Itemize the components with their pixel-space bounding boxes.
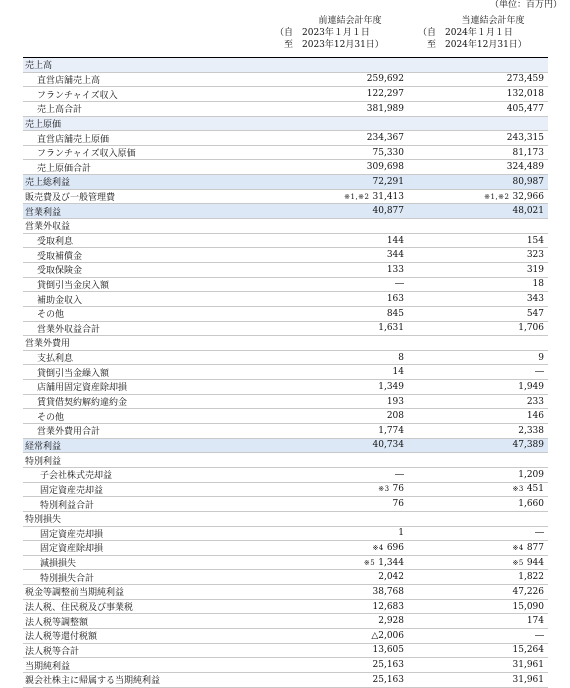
- amount: 15,264: [512, 645, 544, 656]
- previous-year-value: [266, 72, 408, 87]
- current-year-value: [408, 599, 548, 614]
- row-label: 売上原価合計: [23, 160, 266, 175]
- row-label: その他: [23, 306, 266, 321]
- amount: 1,344: [378, 557, 404, 568]
- amount: 40,877: [372, 206, 404, 217]
- current-year-value: [408, 555, 548, 570]
- current-year-value: [408, 58, 548, 73]
- amount: 2,928: [378, 616, 404, 627]
- amount: ―: [535, 528, 544, 539]
- table-row: [23, 585, 548, 600]
- amount: 1: [398, 528, 404, 539]
- amount: 25,163: [372, 674, 404, 685]
- amount: 76: [392, 484, 404, 495]
- previous-year-value: [266, 350, 408, 365]
- row-label: 子会社株式売却益: [23, 467, 266, 482]
- current-year-value: [408, 467, 548, 482]
- previous-year-value: [266, 101, 408, 116]
- current-year-value: [408, 72, 548, 87]
- table-row: [23, 497, 548, 512]
- previous-year-value: [266, 306, 408, 321]
- amount: 122,297: [366, 89, 404, 100]
- previous-year-value: [266, 380, 408, 395]
- table-row: [23, 306, 548, 321]
- previous-year-value: [266, 467, 408, 482]
- amount: 1,660: [518, 499, 544, 510]
- table-row: [23, 555, 548, 570]
- amount: 2,338: [518, 425, 544, 436]
- previous-year-value: [266, 145, 408, 160]
- row-label: 貸倒引当金戻入額: [23, 277, 266, 292]
- row-label: 営業外収益合計: [23, 321, 266, 336]
- amount: 381,989: [366, 103, 404, 114]
- amount: 32,966: [512, 191, 544, 202]
- amount: 47,389: [512, 440, 544, 451]
- current-year-value: [408, 292, 548, 307]
- table-row: [23, 189, 548, 204]
- row-label: 店舗用固定資産除却損: [23, 380, 266, 395]
- current-year-value: [408, 585, 548, 600]
- table-row: [23, 658, 548, 673]
- current-year-value: [408, 248, 548, 263]
- amount: 845: [386, 308, 404, 319]
- amount: 1,209: [518, 469, 544, 480]
- row-label: 売上高: [23, 58, 266, 73]
- previous-year-value: [266, 672, 408, 687]
- current-year-value: [408, 672, 548, 687]
- amount: 18: [532, 279, 544, 290]
- previous-year-value: [266, 233, 408, 248]
- current-year-value: [408, 614, 548, 629]
- table-row: [23, 101, 548, 116]
- row-label: 直営店舗売上原価: [23, 131, 266, 146]
- previous-year-value: [266, 175, 408, 190]
- row-label: 受取保険金: [23, 262, 266, 277]
- row-label: 直営店舗売上高: [23, 72, 266, 87]
- current-year-value: [408, 336, 548, 351]
- row-label: 法人税、住民税及び事業税: [23, 599, 266, 614]
- previous-year-value: [266, 511, 408, 526]
- previous-year-value: [266, 394, 408, 409]
- amount: 405,477: [506, 103, 544, 114]
- amount: 40,734: [372, 440, 404, 451]
- previous-year-value: [266, 365, 408, 380]
- amount: 133: [386, 264, 404, 275]
- current-year-value: [408, 453, 548, 468]
- table-row: [23, 350, 548, 365]
- column-title: 前連結会計年度: [318, 16, 382, 26]
- table-row: [23, 145, 548, 160]
- amount: 75,330: [372, 147, 404, 158]
- current-year-value: [408, 511, 548, 526]
- current-year-value: [408, 219, 548, 234]
- table-row: [23, 116, 548, 131]
- amount: 31,413: [372, 191, 404, 202]
- row-label: 販売費及び一般管理費: [23, 189, 266, 204]
- previous-year-value: [266, 541, 408, 556]
- amount: 15,090: [512, 601, 544, 612]
- amount: 8: [398, 352, 404, 363]
- table-row: [23, 453, 548, 468]
- current-year-value: [408, 380, 548, 395]
- row-label: 減損損失: [23, 555, 266, 570]
- row-label: 特別損失: [23, 511, 266, 526]
- table-row: [23, 467, 548, 482]
- amount: 1,949: [518, 381, 544, 392]
- current-year-value: [408, 658, 548, 673]
- previous-year-value: [266, 482, 408, 497]
- table-row: [23, 248, 548, 263]
- row-label: 法人税等還付税額: [23, 628, 266, 643]
- previous-year-value: [266, 277, 408, 292]
- row-label: 営業外費用: [23, 336, 266, 351]
- table-row: [23, 219, 548, 234]
- row-label: 固定資産売却益: [23, 482, 266, 497]
- previous-year-value: [266, 497, 408, 512]
- table-row: [23, 87, 548, 102]
- amount: 13,605: [372, 645, 404, 656]
- amount: 344: [386, 250, 404, 261]
- current-year-value: [408, 541, 548, 556]
- row-label: 特別損失合計: [23, 570, 266, 585]
- table-row: [23, 72, 548, 87]
- previous-year-value: [266, 116, 408, 131]
- amount: 323: [526, 250, 544, 261]
- row-label: 固定資産売却損: [23, 526, 266, 541]
- table-row: [23, 204, 548, 219]
- table-row: [23, 409, 548, 424]
- table-row: [23, 614, 548, 629]
- current-year-value: [408, 175, 548, 190]
- table-row: [23, 321, 548, 336]
- amount: ―: [395, 469, 404, 480]
- amount: 48,021: [512, 206, 544, 217]
- amount: 1,822: [518, 572, 544, 583]
- amount: 273,459: [506, 74, 544, 85]
- table-row: [23, 175, 548, 190]
- previous-year-value: [266, 585, 408, 600]
- row-label: 当期純利益: [23, 658, 266, 673]
- current-year-value: [408, 101, 548, 116]
- row-label: フランチャイズ収入: [23, 87, 266, 102]
- amount: 1,349: [378, 381, 404, 392]
- previous-year-value: [266, 248, 408, 263]
- row-label: 固定資産除却損: [23, 541, 266, 556]
- previous-year-value: [266, 526, 408, 541]
- row-label: フランチャイズ収入原価: [23, 145, 266, 160]
- footnote-marker: ※4: [372, 543, 384, 552]
- footnote-marker: ※1,※2: [344, 192, 370, 201]
- previous-year-value: [266, 321, 408, 336]
- current-year-value: [408, 306, 548, 321]
- table-row: [23, 336, 548, 351]
- amount: 154: [526, 235, 544, 246]
- period-from: （自 2023年１月１日: [275, 28, 370, 38]
- current-year-value: [408, 424, 548, 439]
- amount: 208: [386, 411, 404, 422]
- table-row: [23, 394, 548, 409]
- amount: 132,018: [506, 89, 544, 100]
- previous-year-value: [266, 424, 408, 439]
- table-row: [23, 131, 548, 146]
- period-to: 至 2023年12月31日）: [275, 40, 384, 50]
- row-label: 親会社株主に帰属する当期純利益: [23, 672, 266, 687]
- table-row: [23, 424, 548, 439]
- previous-year-value: [266, 658, 408, 673]
- table-row: [23, 570, 548, 585]
- table-row: [23, 541, 548, 556]
- row-label: 経常利益: [23, 438, 266, 453]
- row-label: 税金等調整前当期純利益: [23, 585, 266, 600]
- table-row: [23, 365, 548, 380]
- amount: 174: [526, 616, 544, 627]
- previous-year-value: [266, 87, 408, 102]
- previous-year-value: [266, 131, 408, 146]
- amount: 1,631: [378, 323, 404, 334]
- current-year-value: [408, 526, 548, 541]
- table-row: [23, 160, 548, 175]
- previous-year-value: [266, 570, 408, 585]
- table-row: [23, 58, 548, 73]
- amount: 81,173: [512, 147, 544, 158]
- current-year-value: [408, 409, 548, 424]
- current-year-value: [408, 87, 548, 102]
- amount: 233: [526, 396, 544, 407]
- amount: 696: [386, 542, 404, 553]
- amount: 259,692: [366, 74, 404, 85]
- amount: 9: [538, 352, 544, 363]
- amount: 25,163: [372, 660, 404, 671]
- amount: 38,768: [372, 586, 404, 597]
- amount: 234,367: [366, 133, 404, 144]
- footnote-marker: ※3: [512, 485, 524, 494]
- amount: 319: [526, 264, 544, 275]
- current-year-value: [408, 628, 548, 643]
- amount: 1,774: [378, 425, 404, 436]
- income-statement-rows: [23, 58, 548, 688]
- unit-label: （単位：百万円）: [489, 0, 562, 10]
- table-row: [23, 292, 548, 307]
- current-year-value: [408, 262, 548, 277]
- amount: 343: [526, 294, 544, 305]
- current-year-value: [408, 160, 548, 175]
- amount: 146: [526, 411, 544, 422]
- current-year-value: [408, 482, 548, 497]
- current-year-value: [408, 116, 548, 131]
- row-label: 営業外収益: [23, 219, 266, 234]
- amount: 72,291: [372, 176, 404, 187]
- row-label: 賃貸借契約解約違約金: [23, 394, 266, 409]
- row-label: 貸倒引当金繰入額: [23, 365, 266, 380]
- table-row: [23, 643, 548, 658]
- amount: 451: [526, 484, 544, 495]
- period-to: 至 2024年12月31日）: [418, 40, 527, 50]
- amount: 12,683: [372, 601, 404, 612]
- amount: ―: [535, 630, 544, 641]
- row-label: 特別利益: [23, 453, 266, 468]
- footnote-marker: ※5: [363, 558, 376, 567]
- amount: 547: [526, 308, 544, 319]
- row-label: 営業外費用合計: [23, 424, 266, 439]
- table-row: [23, 628, 548, 643]
- column-header-previous-year: [275, 15, 425, 51]
- table-row: [23, 262, 548, 277]
- current-year-value: [408, 145, 548, 160]
- table-row: [23, 380, 548, 395]
- table-row: [23, 438, 548, 453]
- amount: 309,698: [366, 162, 404, 173]
- current-year-value: [408, 189, 548, 204]
- current-year-value: [408, 233, 548, 248]
- current-year-value: [408, 350, 548, 365]
- amount: 324,489: [506, 162, 544, 173]
- amount: 1,706: [518, 323, 544, 334]
- previous-year-value: [266, 438, 408, 453]
- previous-year-value: [266, 58, 408, 73]
- current-year-value: [408, 204, 548, 219]
- current-year-value: [408, 277, 548, 292]
- previous-year-value: [266, 614, 408, 629]
- period-from: （自 2024年１月１日: [418, 28, 513, 38]
- row-label: 受取利息: [23, 233, 266, 248]
- previous-year-value: [266, 453, 408, 468]
- amount: ―: [535, 367, 544, 378]
- row-label: 受取補償金: [23, 248, 266, 263]
- previous-year-value: [266, 204, 408, 219]
- amount: 243,315: [506, 133, 544, 144]
- row-label: 営業利益: [23, 204, 266, 219]
- row-label: 特別利益合計: [23, 497, 266, 512]
- amount: 80,987: [512, 176, 544, 187]
- income-statement-table: [23, 57, 548, 688]
- current-year-value: [408, 321, 548, 336]
- row-label: 売上原価: [23, 116, 266, 131]
- previous-year-value: [266, 292, 408, 307]
- footnote-marker: ※5: [512, 558, 524, 567]
- column-header-current-year: [418, 15, 568, 51]
- previous-year-value: [266, 189, 408, 204]
- row-label: 売上総利益: [23, 175, 266, 190]
- previous-year-value: [266, 409, 408, 424]
- previous-year-value: [266, 262, 408, 277]
- previous-year-value: [266, 336, 408, 351]
- amount: 144: [386, 235, 404, 246]
- previous-year-value: [266, 219, 408, 234]
- table-row: [23, 233, 548, 248]
- current-year-value: [408, 131, 548, 146]
- amount: 76: [392, 499, 404, 510]
- previous-year-value: [266, 160, 408, 175]
- row-label: 法人税等調整額: [23, 614, 266, 629]
- column-title: 当連結会計年度: [461, 16, 525, 26]
- previous-year-value: [266, 599, 408, 614]
- footnote-marker: ※1,※2: [484, 192, 510, 201]
- table-row: [23, 526, 548, 541]
- table-row: [23, 672, 548, 687]
- amount: ―: [395, 279, 404, 290]
- previous-year-value: [266, 555, 408, 570]
- row-label: その他: [23, 409, 266, 424]
- current-year-value: [408, 570, 548, 585]
- amount: △2,006: [371, 630, 404, 641]
- table-row: [23, 482, 548, 497]
- previous-year-value: [266, 643, 408, 658]
- footnote-marker: ※3: [378, 485, 390, 494]
- row-label: 法人税等合計: [23, 643, 266, 658]
- amount: 47,226: [512, 586, 544, 597]
- current-year-value: [408, 497, 548, 512]
- amount: 31,961: [512, 674, 544, 685]
- current-year-value: [408, 365, 548, 380]
- current-year-value: [408, 643, 548, 658]
- amount: 193: [386, 396, 404, 407]
- amount: 877: [526, 542, 544, 553]
- current-year-value: [408, 394, 548, 409]
- amount: 944: [526, 557, 544, 568]
- row-label: 補助金収入: [23, 292, 266, 307]
- previous-year-value: [266, 628, 408, 643]
- amount: 2,042: [378, 572, 404, 583]
- table-row: [23, 511, 548, 526]
- amount: 14: [392, 367, 404, 378]
- current-year-value: [408, 438, 548, 453]
- amount: 31,961: [512, 660, 544, 671]
- table-row: [23, 277, 548, 292]
- amount: 163: [386, 294, 404, 305]
- footnote-marker: ※4: [512, 543, 524, 552]
- row-label: 支払利息: [23, 350, 266, 365]
- table-row: [23, 599, 548, 614]
- row-label: 売上高合計: [23, 101, 266, 116]
